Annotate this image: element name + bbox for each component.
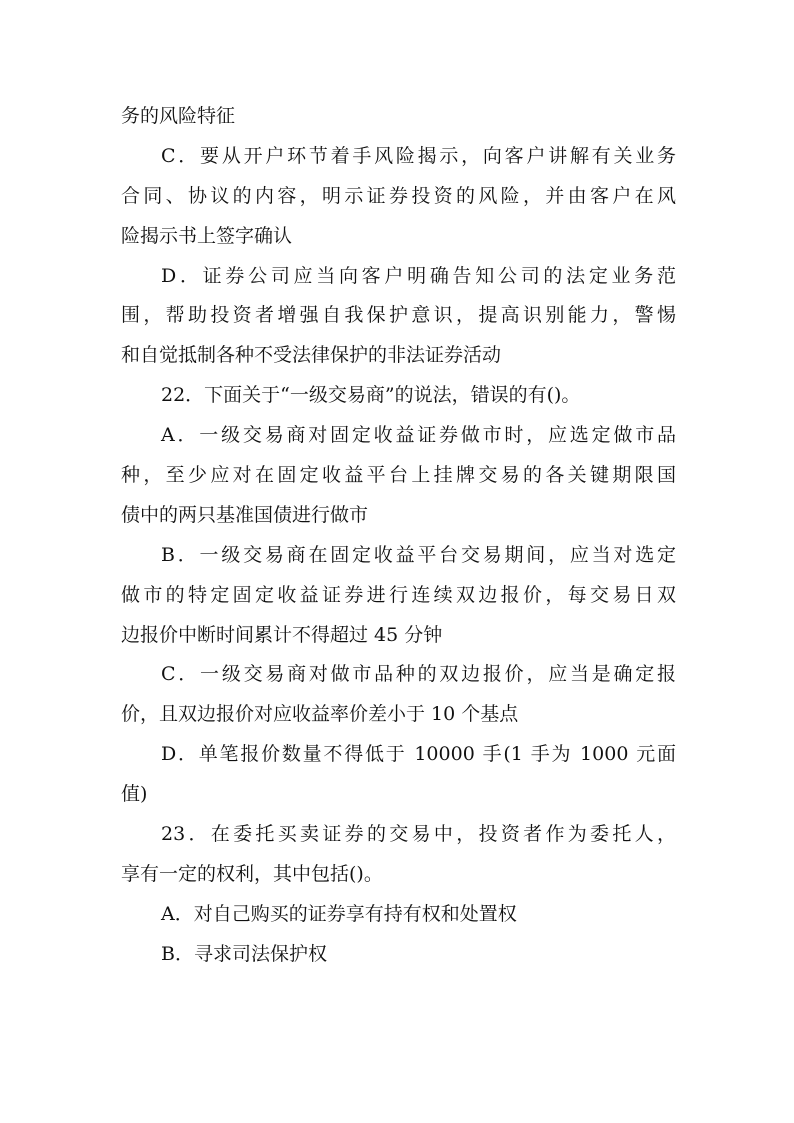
text-line: 23．在委托买卖证券的交易中，投资者作为委托人，: [161, 823, 676, 846]
text-line: B．寻求司法保护权: [161, 942, 327, 965]
text-line: 享有一定的权利，其中包括()。: [121, 862, 383, 885]
text-line: C．一级交易商对做市品种的双边报价，应当是确定报: [161, 663, 676, 686]
text-line: 和自觉抵制各种不受法律保护的非法证券活动: [121, 344, 502, 367]
text-line: C．要从开户环节着手风险揭示，向客户讲解有关业务: [161, 144, 676, 167]
text-line: 围，帮助投资者增强自我保护意识，提高识别能力，警惕: [121, 304, 676, 327]
text-line: 险揭示书上签字确认: [121, 224, 293, 247]
text-line: 做市的特定固定收益证券进行连续双边报价，每交易日双: [121, 583, 676, 606]
text-line: 22．下面关于“一级交易商”的说法，错误的有()。: [161, 384, 581, 407]
text-line: D．单笔报价数量不得低于 10000 手(1 手为 1000 元面: [161, 743, 676, 766]
text-line: 种，至少应对在固定收益平台上挂牌交易的各关键期限国: [121, 464, 676, 487]
text-line: D．证券公司应当向客户明确告知公司的法定业务范: [161, 264, 676, 287]
text-line: 价，且双边报价对应收益率价差小于 10 个基点: [121, 703, 519, 726]
text-line: 边报价中断时间累计不得超过 45 分钟: [121, 623, 443, 646]
text-line: A．对自己购买的证券享有持有权和处置权: [161, 902, 517, 925]
text-line: 合同、协议的内容，明示证券投资的风险，并由客户在风: [121, 184, 676, 207]
text-line: A．一级交易商对固定收益证券做市时，应选定做市品: [161, 424, 676, 447]
text-line: 债中的两只基准国债进行做市: [121, 503, 369, 526]
text-line: 务的风险特征: [121, 105, 236, 127]
document-body: [121, 97, 676, 975]
text-line: 值): [121, 783, 148, 806]
text-line: B．一级交易商在固定收益平台交易期间，应当对选定: [161, 543, 676, 566]
